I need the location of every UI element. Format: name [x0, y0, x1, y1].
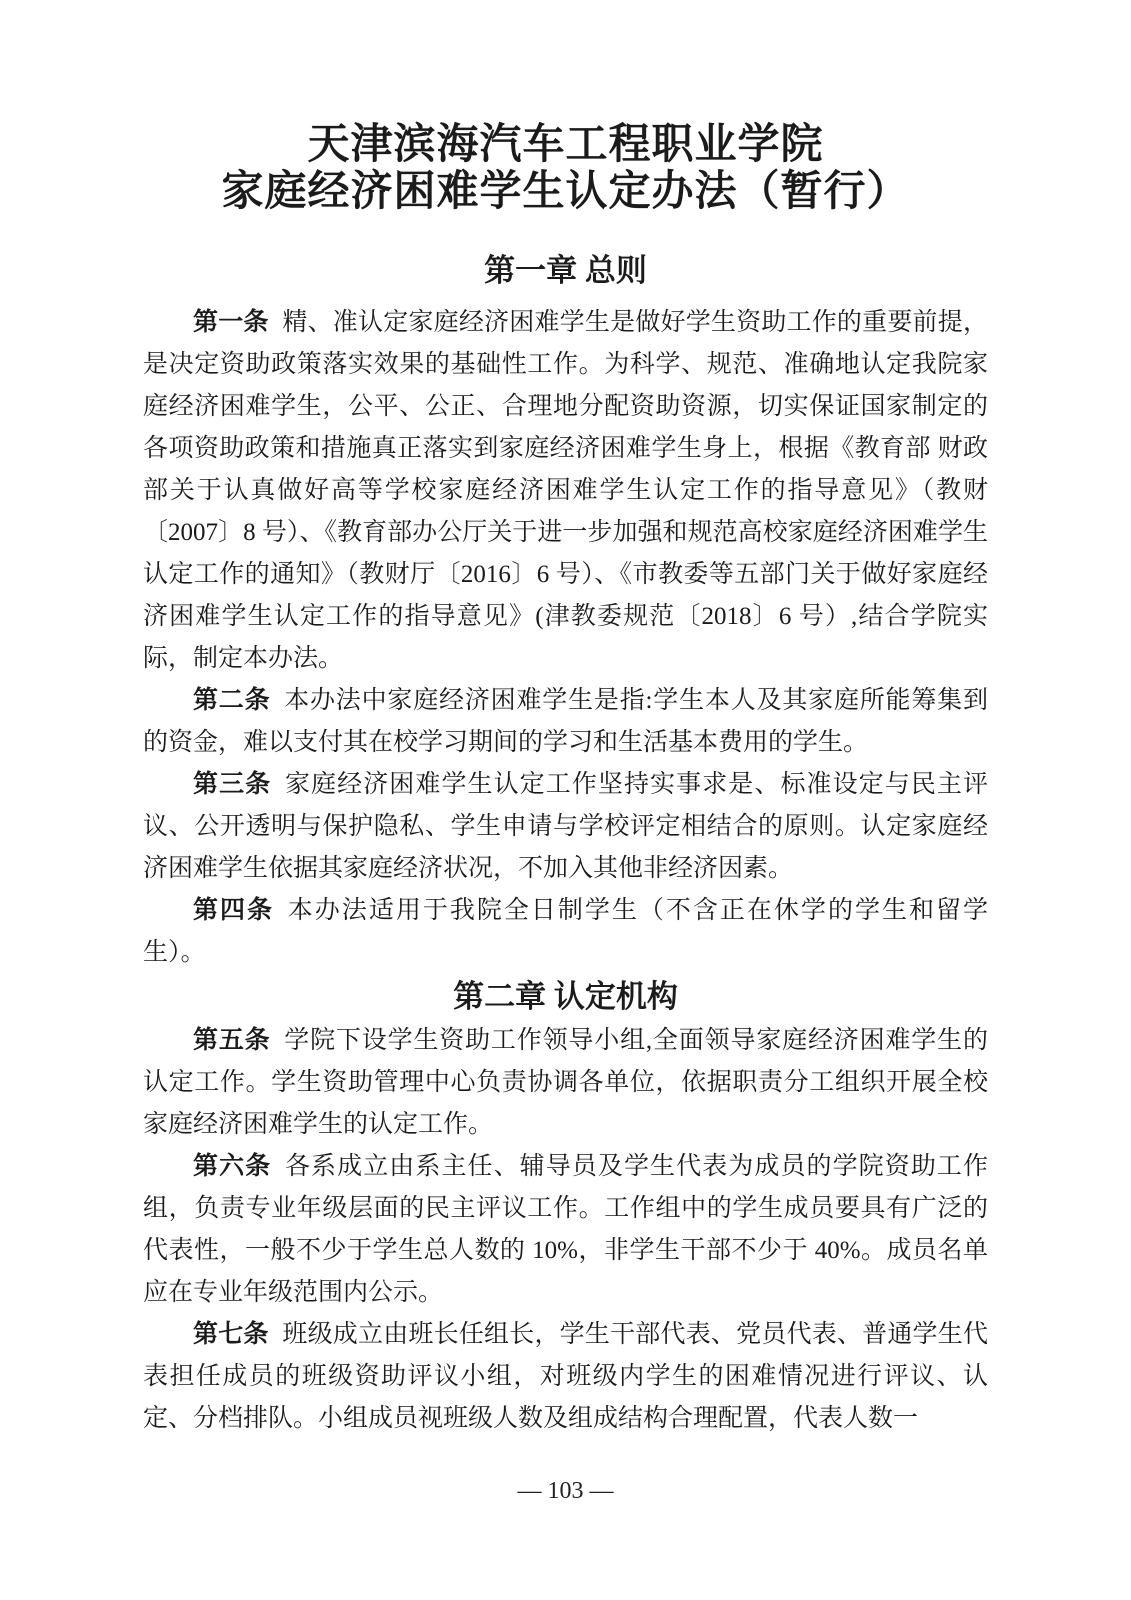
clause-paragraph-5	[143, 1020, 988, 1146]
clause-2-text: 本办法中家庭经济困难学生是指:学生本人及其家庭所能筹集到的资金，难以支付其在校学习期间的学习和生活基本费用的学生。	[143, 687, 988, 756]
clause-1-text: 精、准认定家庭经济困难学生是做好学生资助工作的重要前提，是决定资助政策落实效果的基础性工作。为科学、规范、准确地认定我院家庭经济困难学生，公平、公正、合理地分配资助资源，切实保证国家制定的各项资助政策和措施真正落实到家庭经济困难学生身上，根据《教育部 财政部关于认真做好高等学校家庭经济困难学生认定工作的指导意见》（教财〔2007〕8 号）、《教育部办公厅关于进一步加强和规范高校家庭经济困难学生认定工作的通知》（教财厅〔2016〕6 号）、《市教委等五部门关于做好家庭经济困难学生认定工作的指导意见》(津教委规范〔2018〕6 号）,结合学院实际，制定本办法。	[143, 309, 988, 672]
clause-5-text: 学院下设学生资助工作领导小组,全面领导家庭经济困难学生的认定工作。学生资助管理中心负责协调各单位，依据职责分工组织开展全校家庭经济困难学生的认定工作。	[143, 1027, 988, 1138]
clause-7-label: 第七条	[193, 1321, 269, 1348]
clause-2-label: 第二条	[193, 687, 271, 714]
clause-7-text: 班级成立由班长任组长，学生干部代表、党员代表、普通学生代表担任成员的班级资助评议小组，对班级内学生的困难情况进行评议、认定、分档排队。小组成员视班级人数及组成结构合理配置，代表人数一	[143, 1321, 988, 1432]
clause-5-label: 第五条	[193, 1027, 271, 1054]
clause-6-label: 第六条	[193, 1153, 272, 1180]
clause-1-label: 第一条	[193, 309, 269, 336]
clause-4-label: 第四条	[193, 897, 275, 924]
clause-3-text: 家庭经济困难学生认定工作坚持实事求是、标准设定与民主评议、公开透明与保护隐私、学生申请与学校评定相结合的原则。认定家庭经济困难学生依据其家庭经济状况，不加入其他非经济因素。	[143, 771, 988, 882]
clause-paragraph-7	[143, 1314, 988, 1440]
document-title-line2: 家庭经济困难学生认定办法（暂行）	[221, 169, 910, 215]
clause-paragraph-2	[143, 680, 988, 764]
clause-6-text: 各系成立由系主任、辅导员及学生代表为成员的学院资助工作组，负责专业年级层面的民主评议工作。工作组中的学生成员要具有广泛的代表性，一般不少于学生总人数的 10%，非学生干部不少于 40%。成员名单应在专业年级范围内公示。	[143, 1153, 988, 1306]
clause-paragraph-1	[143, 302, 988, 680]
clause-paragraph-6	[143, 1146, 988, 1314]
document-title-line1: 天津滨海汽车工程职业学院	[307, 122, 824, 168]
clause-4-text: 本办法适用于我院全日制学生（不含正在休学的学生和留学生）。	[143, 897, 988, 966]
clause-paragraph-3	[143, 764, 988, 890]
clause-3-label: 第三条	[193, 771, 272, 798]
document-title	[143, 122, 988, 216]
chapter2-heading: 第二章 认定机构	[453, 979, 678, 1014]
clause-paragraph-4	[143, 890, 988, 974]
chapter1-heading: 第一章 总则	[484, 253, 647, 288]
document-content	[143, 0, 988, 1440]
page-number: — 103 —	[517, 1478, 614, 1504]
